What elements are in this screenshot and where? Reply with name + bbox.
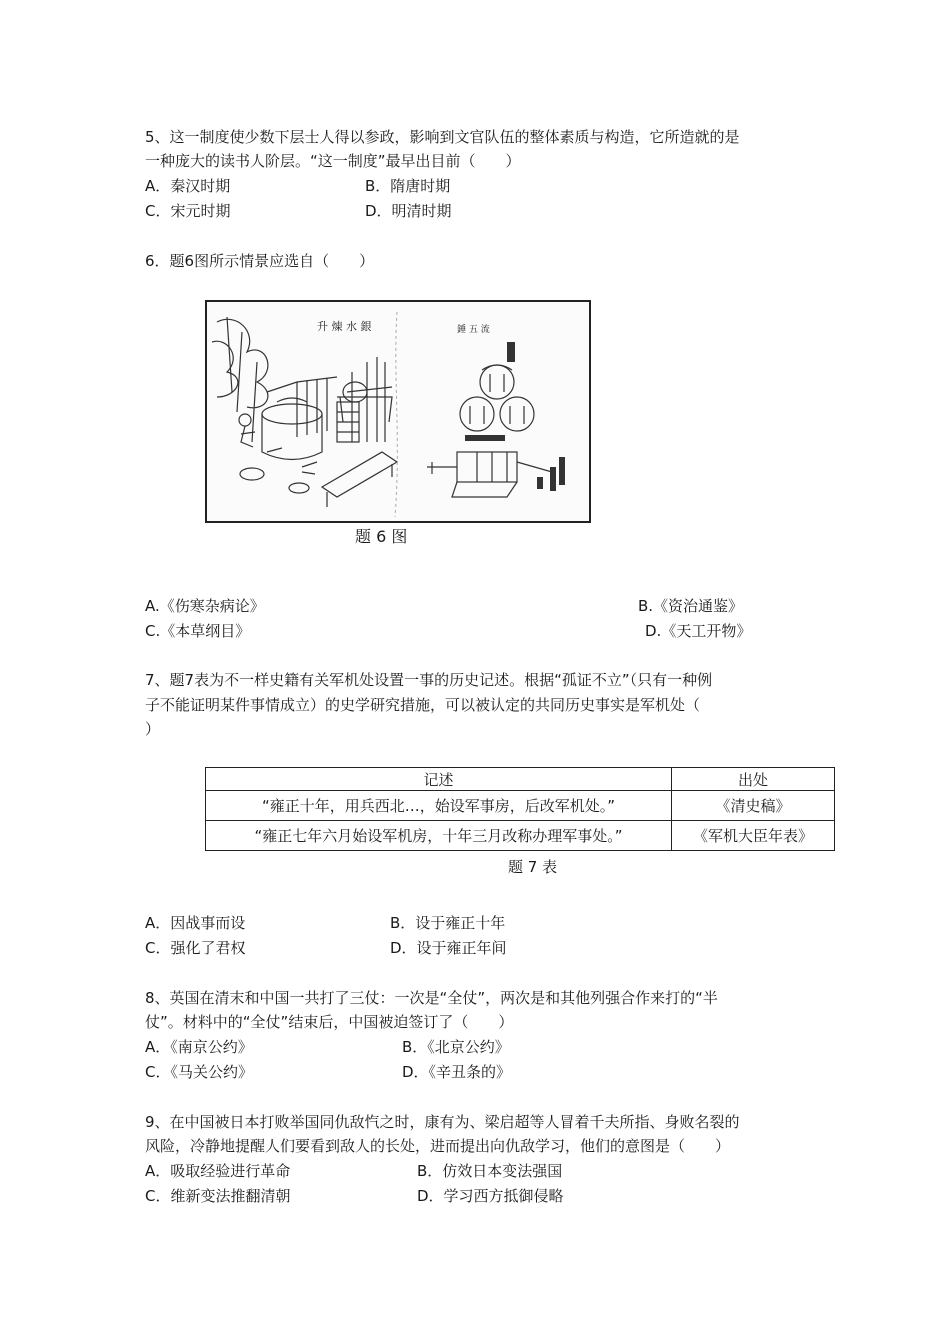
q6-option-b[interactable]: B.《资治通鉴》 — [638, 597, 744, 615]
q7-option-d[interactable]: D．设于雍正年间 — [390, 939, 507, 957]
q9-stem-line2: 风险，冷静地提醒人们要看到敌人的长处，进而提出向仇敌学习，他们的意图是（ ） — [145, 1137, 731, 1155]
q5-option-a[interactable]: A．秦汉时期 — [145, 177, 231, 195]
q7-option-b[interactable]: B．设于雍正十年 — [390, 914, 506, 932]
q9-option-a[interactable]: A．吸取经验进行革命 — [145, 1162, 291, 1180]
q5-stem-line2: 一种庞大的读书人阶层。“这一制度”最早出目前（ ） — [145, 152, 521, 170]
q7-stem-line1: 7、题7表为不一样史籍有关军机处设置一事的历史记述。根据“孤证不立”（只有一种例 — [145, 671, 713, 689]
q7-stem-line2: 子不能证明某件事情成立）的史学研究措施，可以被认定的共同历史事实是军机处（ — [145, 696, 701, 714]
q5-option-d[interactable]: D．明清时期 — [365, 202, 452, 220]
q9-option-c[interactable]: C．维新变法推翻清朝 — [145, 1187, 291, 1205]
q7-stem-line3: ） — [145, 720, 161, 738]
left-title-text: 升 煉 水 銀 — [317, 320, 372, 333]
q9-option-d[interactable]: D．学习西方抵御侵略 — [417, 1187, 564, 1205]
q5-stem-line1: 5、这一制度使少数下层士人得以参政，影响到文官队伍的整体素质与构造，它所造就的是 — [145, 128, 740, 146]
table-header-source: 出处 — [672, 768, 835, 791]
q5-option-c[interactable]: C．宋元时期 — [145, 202, 231, 220]
table-cell-source: 《清史稿》 — [672, 791, 835, 821]
table-cell-record: “雍正七年六月始设军机房，十年三月改称办理军事处。” — [206, 821, 672, 851]
q7-option-a[interactable]: A．因战事而设 — [145, 914, 246, 932]
q8-option-b[interactable]: B．《北京公约》 — [402, 1038, 510, 1056]
q5-option-b[interactable]: B．隋唐时期 — [365, 177, 451, 195]
table-cell-source: 《军机大臣年表》 — [672, 821, 835, 851]
table-header-row — [206, 768, 835, 791]
table-cell-record: “雍正十年，用兵西北…，始设军事房，后改军机处。” — [206, 791, 672, 821]
table-header-record: 记述 — [206, 768, 672, 791]
table-row — [206, 821, 835, 851]
q6-option-a[interactable]: A.《伤寒杂病论》 — [145, 597, 265, 615]
q8-option-c[interactable]: C．《马关公约》 — [145, 1063, 253, 1081]
q6-option-c[interactable]: C.《本草纲目》 — [145, 622, 251, 640]
q9-option-b[interactable]: B．仿效日本变法强国 — [417, 1162, 563, 1180]
q6-figure-illustration — [205, 300, 591, 523]
q6-stem: 6．题6图所示情景应选自（ ） — [145, 252, 375, 270]
q7-source-table — [205, 767, 835, 851]
table-row — [206, 791, 835, 821]
right-title-text: 錘 五 流 — [457, 325, 490, 335]
q8-option-a[interactable]: A．《南京公约》 — [145, 1038, 253, 1056]
q6-option-d[interactable]: D.《天工开物》 — [645, 622, 752, 640]
woodblock-illustration — [207, 302, 589, 521]
q7-option-c[interactable]: C．强化了君权 — [145, 939, 246, 957]
q6-figure-caption: 题 6 图 — [355, 527, 408, 546]
q7-table-caption: 题 7 表 — [508, 858, 558, 876]
q8-option-d[interactable]: D．《辛丑条的》 — [402, 1063, 512, 1081]
q8-stem-line2: 仗”。材料中的“全仗”结束后，中国被迫签订了（ ） — [145, 1013, 514, 1031]
q8-stem-line1: 8、英国在清末和中国一共打了三仗：一次是“全仗”，两次是和其他列强合作来打的“半 — [145, 989, 718, 1007]
q9-stem-line1: 9、在中国被日本打败举国同仇敌忾之时，康有为、梁启超等人冒着千夫所指、身败名裂的 — [145, 1113, 740, 1131]
